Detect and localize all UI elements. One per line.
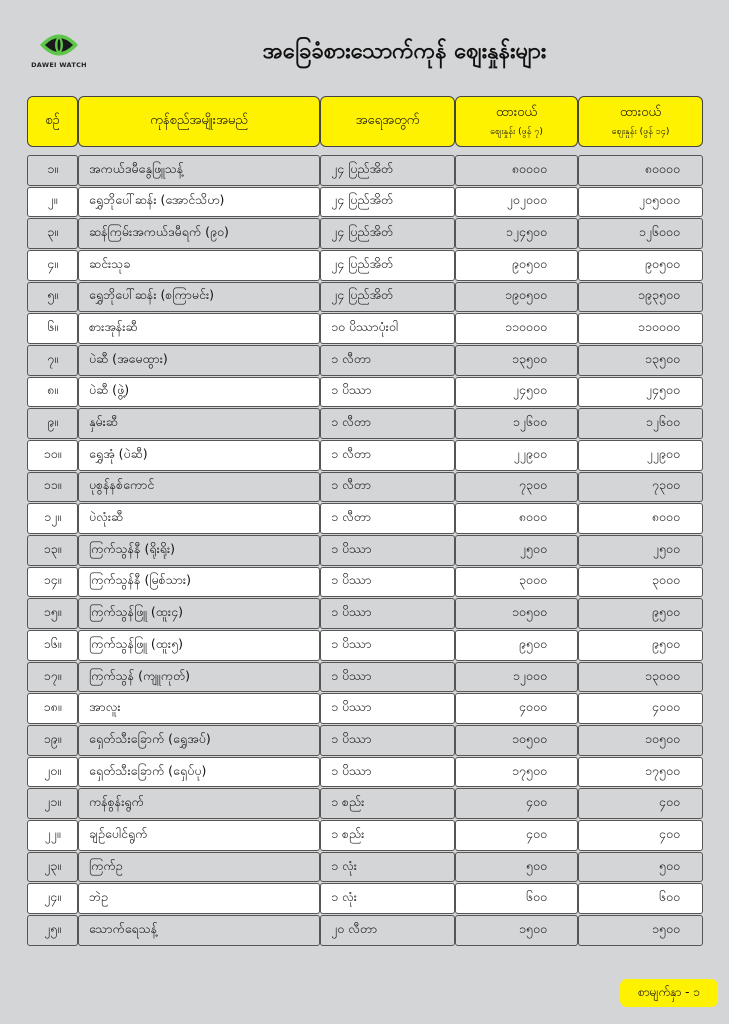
table-row: [27, 187, 703, 219]
price-week-14: ၁၃၀၀၀: [578, 662, 703, 693]
page-title: အခြေခံစားသောက်ကုန် ဈေးနှုန်းများ: [262, 39, 547, 64]
table-row: [27, 408, 703, 440]
price-week-7: ၂၅၀၀: [455, 535, 578, 566]
item-unit: ၁ ပိဿာ: [320, 598, 455, 629]
price-week-7: ၁၃၅၀၀: [455, 345, 578, 376]
header-unit: အရေအတွက်: [320, 96, 455, 147]
table-row: [27, 788, 703, 820]
price-week-7: ၄၀၀: [455, 788, 578, 819]
row-number: ၁၈။: [27, 693, 78, 724]
item-name: ဆင်းသုခ: [78, 250, 320, 281]
item-name: စားအုန်းဆီ: [78, 313, 320, 344]
item-name: ရွှေဘိုပေါ်ဆန်း (စကြာမင်း): [78, 282, 320, 313]
item-name: ပုစွန်နစ်ကောင်: [78, 472, 320, 503]
row-number: ၁၀။: [27, 440, 78, 471]
price-week-7: ၃၀၀၀: [455, 567, 578, 598]
table-row: [27, 725, 703, 757]
table-row: [27, 693, 703, 725]
price-week-7: ၁၁၀၀၀၀: [455, 313, 578, 344]
item-unit: ၁ ပိဿာ: [320, 693, 455, 724]
row-number: ၁၃။: [27, 535, 78, 566]
row-number: ၂၂။: [27, 820, 78, 851]
price-week-14: ၄၀၀: [578, 820, 703, 851]
price-week-14: ၁၂၆၀၀၀: [578, 218, 703, 249]
table-row: [27, 915, 703, 947]
item-name: ကန်စွန်းရွက်: [78, 788, 320, 819]
brand-name: DAWEI WATCH: [31, 61, 87, 69]
price-week-7: ၁၀၅၀၀: [455, 725, 578, 756]
row-number: ၁၄။: [27, 567, 78, 598]
price-week-14: ၉၅၀၀: [578, 598, 703, 629]
item-name: ချဉ်ပေါင်ရွက်: [78, 820, 320, 851]
price-week-14: ၂၂၉၀၀: [578, 440, 703, 471]
price-week-14: ၄၀၀: [578, 788, 703, 819]
table-row: [27, 598, 703, 630]
header-name: ကုန်စည်အမျိုးအမည်: [78, 96, 320, 147]
price-week-7: ၂၂၉၀၀: [455, 440, 578, 471]
table-row: [27, 282, 703, 314]
item-unit: ၂၄ ပြည်အိတ်: [320, 155, 455, 186]
price-week-14: ၂၄၅၀၀: [578, 377, 703, 408]
item-unit: ၂၄ ပြည်အိတ်: [320, 282, 455, 313]
item-unit: ၂၀ လီတာ: [320, 915, 455, 946]
item-name: ပဲဆီ (ဖွဲ့): [78, 377, 320, 408]
item-unit: ၁ လီတာ: [320, 472, 455, 503]
table-row: [27, 377, 703, 409]
row-number: ၈။: [27, 377, 78, 408]
price-week-14: ၁၀၅၀၀: [578, 725, 703, 756]
table-row: [27, 662, 703, 694]
price-week-14: ၃၀၀၀: [578, 567, 703, 598]
row-number: ၁၆။: [27, 630, 78, 661]
price-week-14: ၉၅၀၀: [578, 630, 703, 661]
price-week-7: ၅၀၀: [455, 852, 578, 883]
brand-logo: [30, 30, 88, 69]
price-week-7: ၂၄၅၀၀: [455, 377, 578, 408]
item-unit: ၁ ပိဿာ: [320, 757, 455, 788]
price-week-14: ၈၀၀၀၀: [578, 155, 703, 186]
price-week-7: ၁၅၀၀: [455, 915, 578, 946]
item-unit: ၁ လုံး: [320, 883, 455, 914]
price-week-7: ၁၇၅၀၀: [455, 757, 578, 788]
price-week-14: ၂၅၀၀: [578, 535, 703, 566]
item-unit: ၂၄ ပြည်အိတ်: [320, 250, 455, 281]
item-name: ရွှေအုံ (ပဲဆီ): [78, 440, 320, 471]
table-row: [27, 630, 703, 662]
item-unit: ၁ ပိဿာ: [320, 630, 455, 661]
header-price-2: ထားဝယ် ဈေးနှုန်း (ဖွန် ၁၄): [578, 96, 703, 147]
item-unit: ၂၄ ပြည်အိတ်: [320, 218, 455, 249]
table-row: [27, 757, 703, 789]
item-unit: ၁ စည်း: [320, 820, 455, 851]
price-week-7: ၁၉၀၅၀၀: [455, 282, 578, 313]
item-name: ကြက်ဥ: [78, 852, 320, 883]
table-row: [27, 440, 703, 472]
item-unit: ၁ လီတာ: [320, 345, 455, 376]
row-number: ၂၅။: [27, 915, 78, 946]
price-week-14: ၁၂၆၀၀: [578, 408, 703, 439]
price-week-14: ၁၅၀၀: [578, 915, 703, 946]
price-week-7: ၈၀၀၀၀: [455, 155, 578, 186]
price-week-14: ၁၇၅၀၀: [578, 757, 703, 788]
item-unit: ၁ ပိဿာ: [320, 567, 455, 598]
table-row: [27, 218, 703, 250]
price-week-14: ၈၀၀၀: [578, 503, 703, 534]
item-name: ရှေတ်သီးခြောက် (ရွှေအပ်): [78, 725, 320, 756]
row-number: ၉။: [27, 408, 78, 439]
row-number: ၂၁။: [27, 788, 78, 819]
table-row: [27, 313, 703, 345]
header-price-1: ထားဝယ် ဈေးနှုန်း (ဖွန် ၇): [455, 96, 578, 147]
item-unit: ၁ လီတာ: [320, 440, 455, 471]
table-header: [27, 96, 703, 147]
item-name: ရှေတ်သီးခြောက် (ရှေပ်ပု): [78, 757, 320, 788]
price-week-7: ၂၀၂၀၀၀: [455, 187, 578, 218]
table-row: [27, 250, 703, 282]
item-unit: ၁ လုံး: [320, 852, 455, 883]
price-week-14: ၇၃၀၀: [578, 472, 703, 503]
price-week-14: ၁၃၅၀၀: [578, 345, 703, 376]
price-week-14: ၅၀၀: [578, 852, 703, 883]
item-name: ကြက်သွန်ဖြူ (ထူး၄): [78, 598, 320, 629]
price-table: [27, 155, 703, 947]
item-name: ရွှေဘိုပေါ်ဆန်း (အောင်သိဟ): [78, 187, 320, 218]
item-name: ဘဲဥ: [78, 883, 320, 914]
row-number: ၄။: [27, 250, 78, 281]
price-week-7: ၁၀၅၀၀: [455, 598, 578, 629]
table-row: [27, 155, 703, 187]
item-name: ကြက်သွန် (ကျူကုတ်): [78, 662, 320, 693]
row-number: ၇။: [27, 345, 78, 376]
item-name: ကြက်သွန်ဖြူ (ထူး၅): [78, 630, 320, 661]
item-name: အာလူး: [78, 693, 320, 724]
price-week-7: ၈၀၀၀: [455, 503, 578, 534]
row-number: ၁။: [27, 155, 78, 186]
eye-logo-icon: [38, 30, 80, 60]
row-number: ၁၂။: [27, 503, 78, 534]
price-week-7: ၁၂၀၀၀: [455, 662, 578, 693]
price-week-14: ၁၁၀၀၀၀: [578, 313, 703, 344]
row-number: ၂၃။: [27, 852, 78, 883]
price-week-14: ၄၀၀၀: [578, 693, 703, 724]
item-unit: ၁ စည်း: [320, 788, 455, 819]
item-unit: ၁ ပိဿာ: [320, 377, 455, 408]
page-number-badge: စာမျက်နှာ - ၁: [620, 979, 718, 1007]
row-number: ၁၇။: [27, 662, 78, 693]
price-week-14: ၉၀၅၀၀: [578, 250, 703, 281]
item-name: သောက်ရေသန့်: [78, 915, 320, 946]
table-row: [27, 883, 703, 915]
item-unit: ၁ ပိဿာ: [320, 662, 455, 693]
item-unit: ၁ ပိဿာ: [320, 535, 455, 566]
row-number: ၂၀။: [27, 757, 78, 788]
table-row: [27, 567, 703, 599]
table-row: [27, 820, 703, 852]
item-name: ကြက်သွန်နီ (မြစ်သား): [78, 567, 320, 598]
table-row: [27, 503, 703, 535]
item-unit: ၂၄ ပြည်အိတ်: [320, 187, 455, 218]
price-week-7: ၉၀၅၀၀: [455, 250, 578, 281]
row-number: ၁၁။: [27, 472, 78, 503]
price-week-7: ၉၅၀၀: [455, 630, 578, 661]
row-number: ၅။: [27, 282, 78, 313]
price-week-7: ၄၀၀၀: [455, 693, 578, 724]
price-week-14: ၂၀၅၀၀၀: [578, 187, 703, 218]
row-number: ၂၄။: [27, 883, 78, 914]
item-name: နှမ်းဆီ: [78, 408, 320, 439]
price-week-7: ၇၃၀၀: [455, 472, 578, 503]
item-unit: ၁၀ ပိဿာပုံးဝါ: [320, 313, 455, 344]
price-week-14: ၆၀၀: [578, 883, 703, 914]
row-number: ၁၉။: [27, 725, 78, 756]
price-week-14: ၁၉၃၅၀၀: [578, 282, 703, 313]
table-row: [27, 535, 703, 567]
price-week-7: ၁၂၆၀၀: [455, 408, 578, 439]
item-name: ပဲလုံးဆီ: [78, 503, 320, 534]
item-name: အကယ်ဒမီနွေဖြူသန့်: [78, 155, 320, 186]
item-unit: ၁ ပိဿာ: [320, 725, 455, 756]
row-number: ၁၅။: [27, 598, 78, 629]
price-week-7: ၄၀၀: [455, 820, 578, 851]
table-row: [27, 852, 703, 884]
row-number: ၆။: [27, 313, 78, 344]
price-week-7: ၁၂၄၅၀၀: [455, 218, 578, 249]
item-unit: ၁ လီတာ: [320, 408, 455, 439]
row-number: ၂။: [27, 187, 78, 218]
item-name: ပဲဆီ (အမေထွား): [78, 345, 320, 376]
table-row: [27, 345, 703, 377]
table-row: [27, 472, 703, 504]
item-name: ကြက်သွန်နီ (ရိုးရိုး): [78, 535, 320, 566]
price-week-7: ၆၀၀: [455, 883, 578, 914]
item-name: ဆန်ကြမ်းအကယ်ဒမီရက် (၉၀): [78, 218, 320, 249]
header-no: စဉ်: [27, 96, 78, 147]
row-number: ၃။: [27, 218, 78, 249]
item-unit: ၁ လီတာ: [320, 503, 455, 534]
